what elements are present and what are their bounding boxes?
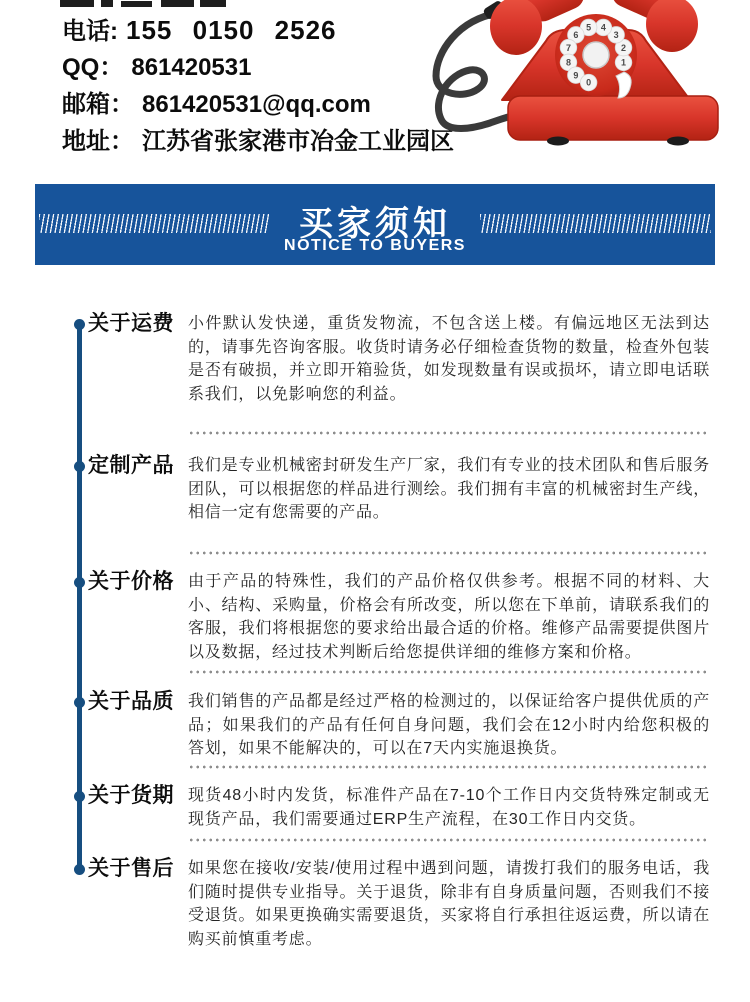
section-text: 如果您在接收/安装/使用过程中遇到问题，请拨打我们的服务电话，我们随时提供专业指导。关于退货，除非有自身质量问题，否则我们不接受退货。如果更换确实需要退货，买家将自行承担往返运费，所以请在购买前慎重考虑。 [188,860,710,948]
qq-number: 861420531 [131,54,252,81]
contact-address-row [62,123,454,160]
dial-digit: 0 [586,77,592,88]
email-label: 邮箱： [62,91,134,118]
timeline-bullet [74,697,85,708]
section-label: 定制产品 [88,454,174,477]
section-label: 关于运费 [88,312,174,335]
timeline-bullet [74,791,85,802]
dial-center [583,42,609,68]
phone-number: 155 0150 2526 [126,15,337,45]
dial-digit: 5 [586,22,592,33]
phone-foot [667,137,689,146]
phone-label: 电话: [62,18,118,45]
timeline-bullet [74,864,85,875]
dotted-divider [188,551,710,555]
contact-phone-row [62,12,454,49]
dotted-divider [188,765,710,769]
contact-qq-row [62,49,454,86]
section-after-sales [74,857,710,951]
timeline-bullet [74,319,85,330]
contact-info [62,12,454,160]
section-text: 我们是专业机械密封研发生产厂家，我们有专业的技术团队和售后服务团队，可以根据您的样品进行测绘。我们拥有丰富的机械密封生产线，相信一定有您需要的产品。 [188,457,710,521]
dial-digit: 3 [613,30,619,41]
contact-email-row [62,86,454,123]
timeline-bullet [74,461,85,472]
section-price [74,570,710,664]
notice-banner [35,184,715,265]
dial-digit: 1 [621,57,627,68]
dial-digit: 2 [621,42,627,53]
section-text: 现货48小时内发货，标准件产品在7-10个工作日内交货特殊定制或无现货产品，我们需要通过ERP生产流程，在30工作日内交货。 [188,787,710,828]
section-custom-products [74,454,710,525]
dial-digit: 8 [565,57,571,68]
phone-foot [547,137,569,146]
dial-digit: 7 [565,42,571,53]
timeline-bullet [74,577,85,588]
section-label: 关于售后 [88,857,174,880]
dial-digit: 4 [600,22,606,33]
section-text: 由于产品的特殊性，我们的产品价格仅供参考。根据不同的材料、大小、结构、采购量，价格会有所改变，所以您在下单前，请联系我们的客服，我们将根据您的要求给出最合适的价格。维修产品需要提供图片以及数据，经过技术判断后给您提供详细的维修方案和价格。 [188,573,710,661]
dotted-divider [188,838,710,842]
section-quality [74,690,710,761]
address-label: 地址： [62,128,134,155]
dial-digit: 9 [573,70,579,81]
dotted-divider [188,670,710,674]
banner-title: 买家须知 [299,205,451,243]
section-label: 关于价格 [88,570,174,593]
address-value: 江苏省张家港市冶金工业园区 [142,128,454,155]
section-text: 我们销售的产品都是经过严格的检测过的，以保证给客户提供优质的产品；如果我们的产品有任何自身问题，我们会在12小时内给您积极的答划，如果不能解决的，可以在7天内实施退换货。 [188,693,710,757]
section-lead-time [74,784,710,831]
section-shipping [74,312,710,406]
email-value: 861420531@qq.com [142,91,371,118]
section-text: 小件默认发快递，重货发物流，不包含送上楼。有偏远地区无法到达的，请事先咨询客服。收货时请务必仔细检查货物的数量，检查外包装是否有破损，并立即开箱验货，如发现数量有误或损坏，请立即电话联系我们，以免影响您的利益。 [188,315,710,403]
section-label: 关于品质 [88,690,174,713]
dotted-divider [188,431,710,435]
section-label: 关于货期 [88,784,174,807]
qq-label: QQ： [62,54,124,81]
banner-subtitle: NOTICE TO BUYERS [284,237,466,254]
dial-digit: 6 [573,30,579,41]
telephone-illustration [428,0,740,150]
